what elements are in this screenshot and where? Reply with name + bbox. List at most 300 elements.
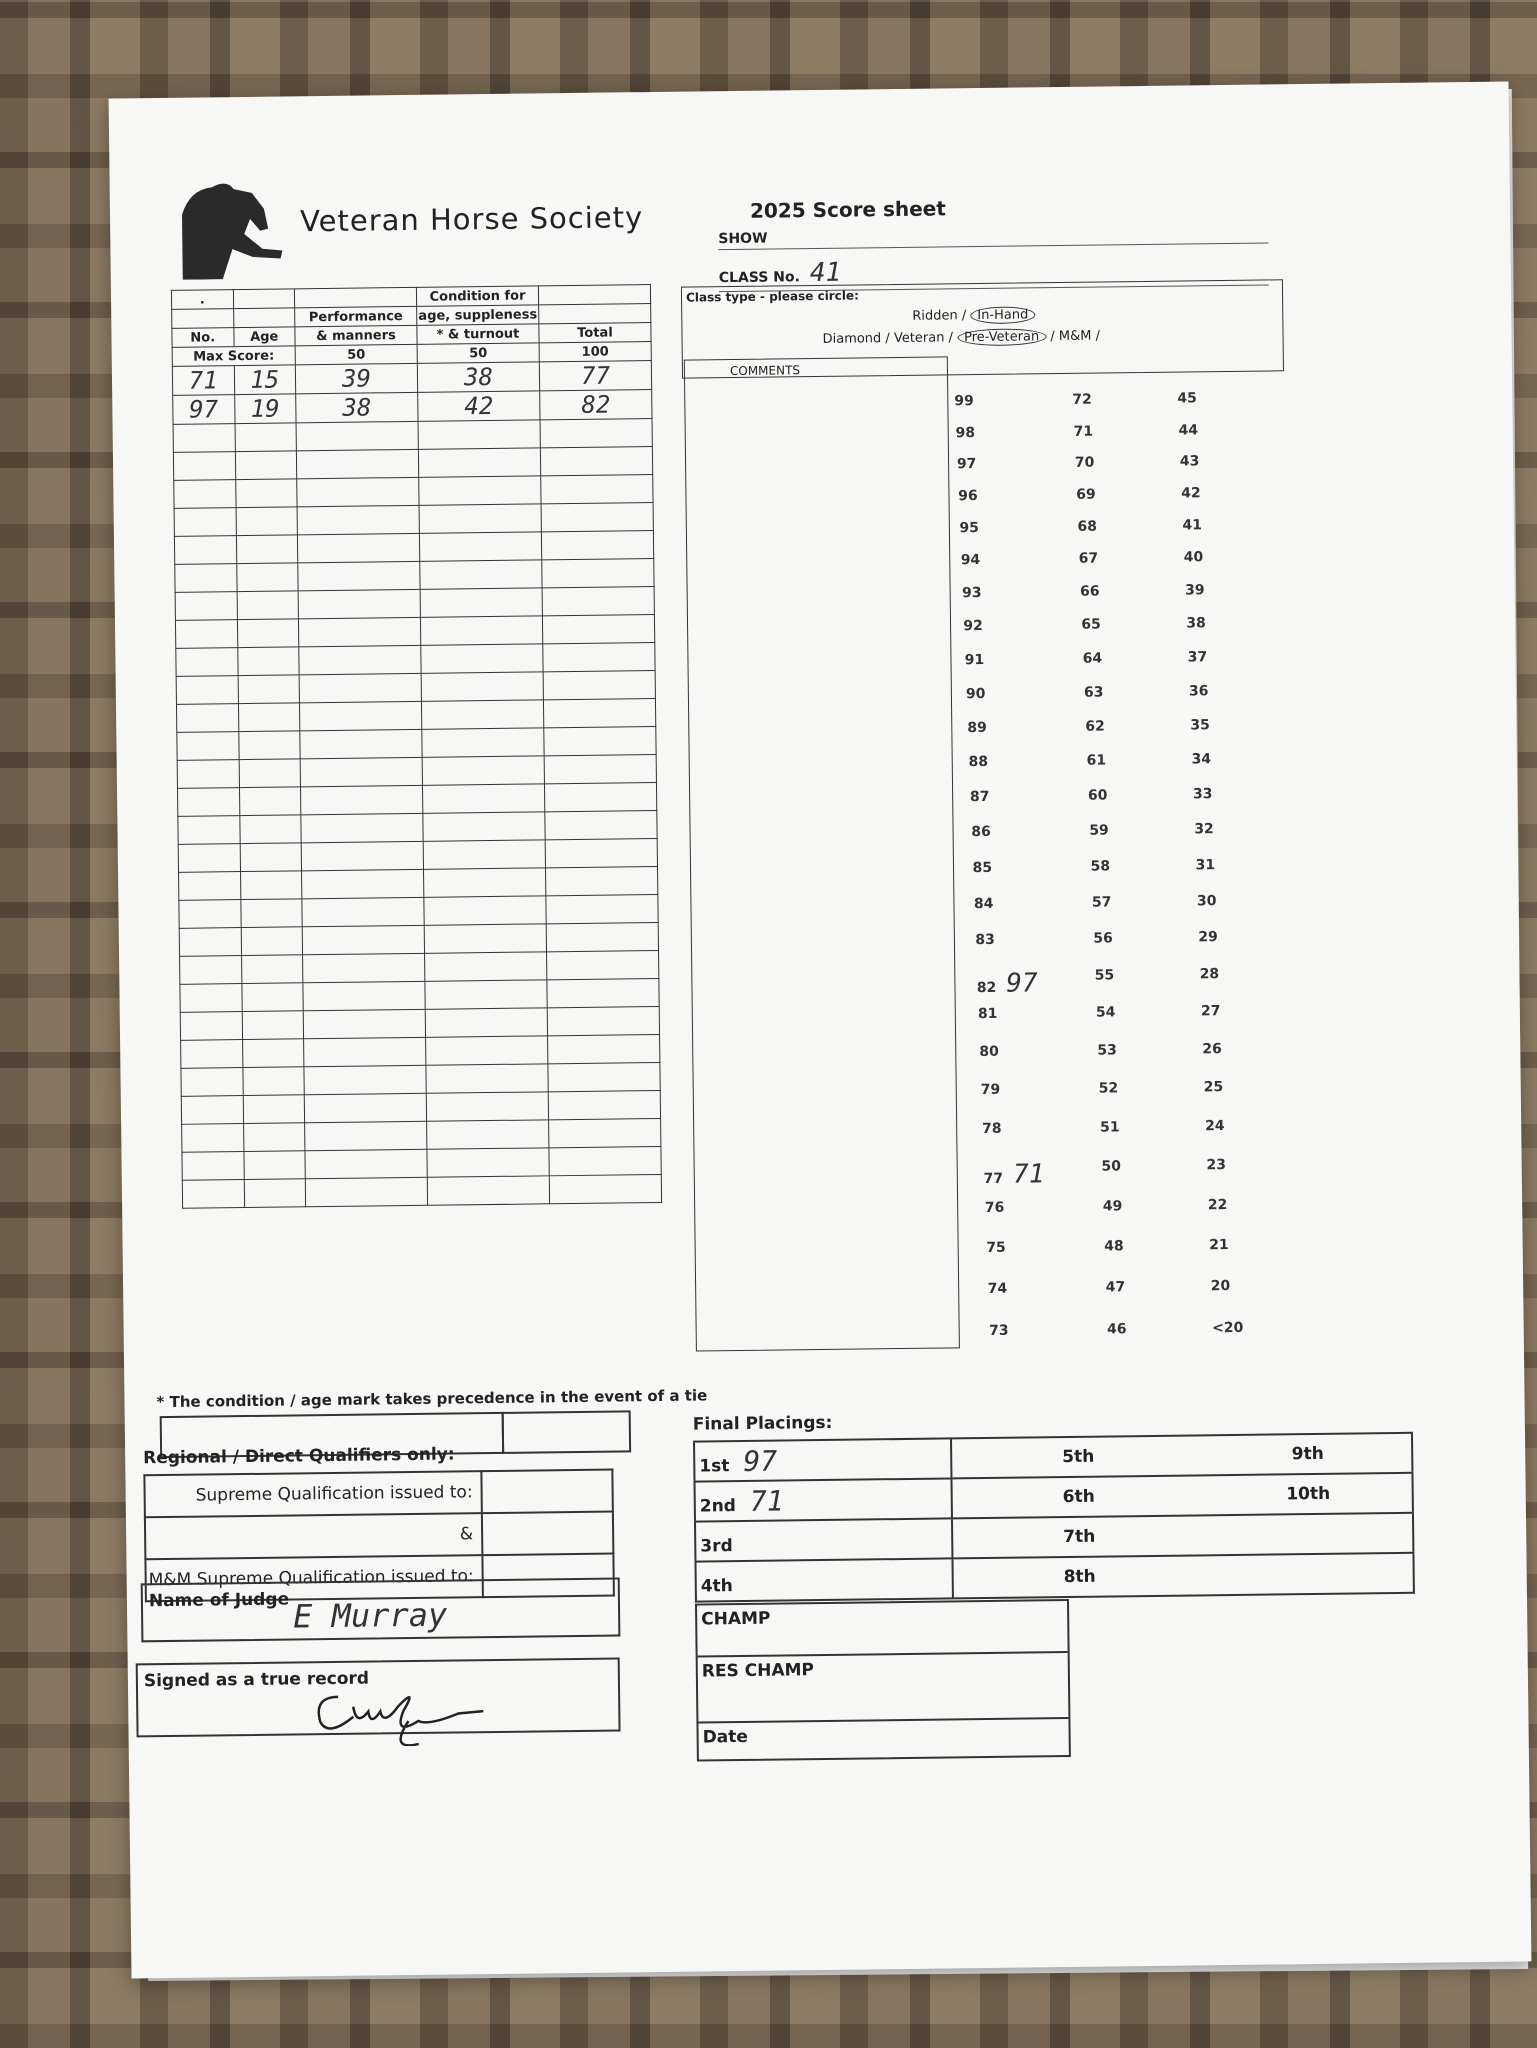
entry-cell[interactable]	[547, 1006, 659, 1035]
header-cell	[172, 309, 234, 329]
placing-cell[interactable]: 10th	[1204, 1473, 1412, 1516]
entry-cell[interactable]	[424, 924, 546, 953]
entry-cell[interactable]	[300, 757, 422, 786]
entry-cell[interactable]	[297, 533, 419, 562]
rank-number: 24	[1204, 1118, 1225, 1135]
entry-cell[interactable]	[298, 589, 420, 618]
entry-cell[interactable]	[300, 729, 422, 758]
entry-cell[interactable]	[237, 647, 299, 676]
entry-cell[interactable]	[424, 896, 546, 925]
entry-cell[interactable]	[542, 558, 654, 587]
entry-cell[interactable]	[241, 955, 303, 984]
rank-number: 53	[1097, 1042, 1117, 1059]
header-cell: .	[171, 290, 233, 310]
rank-number: 55	[1094, 967, 1115, 984]
entry-cell[interactable]	[303, 1009, 425, 1038]
rank-number: 27	[1200, 1003, 1221, 1020]
entry-cell[interactable]	[426, 1036, 548, 1065]
rank-number: 81	[977, 1005, 998, 1023]
entry-cell[interactable]	[541, 530, 653, 559]
rank-number: 79	[980, 1081, 1001, 1099]
entry-cell[interactable]	[241, 927, 303, 956]
entry-cell[interactable]	[239, 815, 301, 844]
placings-title: Final Placings:	[692, 1412, 833, 1435]
rank-number: 67	[1078, 550, 1099, 567]
rank-number: 90	[965, 685, 986, 703]
entry-cell[interactable]	[421, 700, 543, 729]
blank-rows	[173, 419, 662, 1209]
entry-cell[interactable]	[240, 871, 302, 900]
table-row	[182, 1174, 661, 1208]
class-value: 41	[809, 257, 842, 289]
rank-number: 77 71	[983, 1159, 1045, 1190]
max-score-cell: 100	[539, 342, 651, 362]
rank-number: 61	[1086, 752, 1107, 769]
max-score-cell: 50	[295, 344, 417, 364]
rank-number: 69	[1076, 486, 1096, 503]
entry-cell[interactable]	[546, 894, 658, 923]
res-champ-field[interactable]: RES CHAMP	[698, 1653, 1069, 1724]
rank-number: 83	[975, 931, 995, 949]
ridden-option[interactable]: Ridden /	[912, 308, 967, 324]
entry-cell[interactable]	[238, 731, 300, 760]
entry-cell[interactable]	[425, 1008, 547, 1037]
entry-cell[interactable]	[239, 787, 301, 816]
class-type-row	[822, 329, 1100, 347]
entry-cell[interactable]	[179, 928, 241, 957]
rank-number: 23	[1206, 1157, 1227, 1174]
entry-cell[interactable]	[423, 812, 545, 841]
rank-number: 73	[988, 1322, 1009, 1339]
entry-cell[interactable]	[236, 507, 298, 536]
header-cell: Age	[233, 327, 295, 347]
entry-cell[interactable]	[305, 1121, 427, 1150]
rank-number: 80	[979, 1043, 999, 1061]
rank-number: 48	[1104, 1238, 1124, 1255]
entry-cell[interactable]	[236, 563, 298, 592]
entry-cell[interactable]	[420, 588, 542, 617]
entry-cell[interactable]	[544, 754, 656, 783]
diamond-veteran-option[interactable]: Diamond / Veteran /	[822, 330, 954, 347]
placing-cell[interactable]	[1205, 1553, 1413, 1596]
rank-number: 56	[1093, 930, 1113, 947]
rank-number: 70	[1074, 454, 1095, 471]
placing-cell[interactable]: 6th	[951, 1475, 1204, 1518]
rank-number: 40	[1183, 549, 1204, 566]
rank-number: 34	[1191, 751, 1212, 768]
entry-cell[interactable]	[238, 675, 300, 704]
entry-cell[interactable]	[176, 704, 238, 733]
entry-cell[interactable]	[296, 421, 418, 450]
rank-number: 58	[1090, 858, 1111, 875]
champion-box	[695, 1599, 1071, 1762]
entry-cell[interactable]	[543, 698, 655, 727]
entry-cell[interactable]	[421, 672, 543, 701]
rank-number: 59	[1089, 822, 1109, 839]
rank-number: 86	[971, 823, 991, 841]
entry-cell[interactable]	[304, 1065, 426, 1094]
rank-number: 63	[1083, 684, 1104, 701]
rank-number: 60	[1087, 787, 1108, 804]
entry-cell[interactable]	[427, 1176, 549, 1205]
header-cell: Condition for	[416, 286, 538, 306]
entry-cell[interactable]: 97	[173, 395, 235, 425]
show-label: SHOW	[718, 230, 768, 248]
entry-cell[interactable]	[301, 813, 423, 842]
entry-cell[interactable]	[301, 841, 423, 870]
rank-number: 54	[1095, 1004, 1116, 1021]
rank-number: 51	[1100, 1119, 1120, 1136]
signed-label: Signed as a true record	[143, 1668, 370, 1692]
rank-number: 44	[1178, 422, 1199, 439]
qualifier-label: Supreme Qualification issued to:	[144, 1471, 481, 1517]
entry-cell[interactable]	[238, 703, 300, 732]
entry-cell[interactable]: 39	[295, 363, 417, 393]
entry-cell[interactable]: 82	[540, 390, 652, 420]
entry-cell[interactable]: 38	[296, 392, 418, 422]
entry-cell[interactable]	[177, 732, 239, 761]
entry-cell[interactable]	[544, 726, 656, 755]
rank-number: 25	[1203, 1079, 1224, 1096]
entry-cell[interactable]	[542, 586, 654, 615]
header-cell	[233, 289, 295, 309]
entry-cell[interactable]	[418, 420, 540, 449]
entry-cell[interactable]	[181, 1096, 243, 1125]
entry-cell[interactable]	[244, 1179, 306, 1208]
rank-number: 66	[1079, 583, 1100, 600]
placing-cell[interactable]: 2nd 71	[695, 1478, 952, 1521]
entry-cell[interactable]	[174, 508, 236, 537]
class-type-label: Class type - please circle:	[685, 288, 859, 305]
rank-number: 47	[1105, 1279, 1126, 1296]
placing-cell[interactable]: 8th	[952, 1555, 1205, 1598]
header-cell: Total	[539, 323, 651, 343]
entry-cell[interactable]	[179, 900, 241, 929]
final-placings	[693, 1406, 1415, 1603]
placing-cell[interactable]: 3rd	[695, 1518, 952, 1561]
entry-cell[interactable]	[543, 670, 655, 699]
entry-cell[interactable]	[548, 1062, 660, 1091]
entry-cell[interactable]	[240, 843, 302, 872]
header-cell: No.	[172, 328, 234, 348]
rank-number: 28	[1199, 966, 1220, 983]
rank-number: 78	[982, 1120, 1002, 1138]
judge-name: E Murray	[292, 1595, 448, 1636]
judge-field[interactable]	[141, 1577, 621, 1642]
rank-number: 72	[1072, 391, 1092, 408]
rank-number: 95	[959, 520, 980, 537]
entry-cell[interactable]	[182, 1152, 244, 1181]
entry-cell[interactable]	[176, 648, 238, 677]
header-cell	[294, 287, 416, 307]
comments-box[interactable]	[684, 356, 960, 1351]
entry-cell[interactable]	[549, 1118, 661, 1147]
rank-number: 64	[1082, 650, 1103, 667]
rank-number: 57	[1091, 894, 1112, 911]
entry-cell[interactable]	[180, 956, 242, 985]
rank-number: 22	[1207, 1197, 1228, 1214]
entry-cell[interactable]	[540, 447, 652, 476]
entry-cell[interactable]	[419, 532, 541, 561]
entry-cell[interactable]	[546, 866, 658, 895]
entry-cell[interactable]	[235, 423, 297, 452]
entry-cell[interactable]	[175, 592, 237, 621]
entry-cell[interactable]: 42	[418, 391, 540, 421]
pre-veteran-option[interactable]: Pre-Veteran	[957, 328, 1046, 346]
entry-cell[interactable]	[304, 1037, 426, 1066]
placing-cell[interactable]: 1st 97	[694, 1438, 951, 1481]
qualifiers-title: Regional / Direct Qualifiers only:	[143, 1444, 455, 1469]
entry-cell[interactable]	[545, 782, 657, 811]
entry-cell[interactable]	[420, 616, 542, 645]
entry-cell[interactable]	[176, 676, 238, 705]
entry-cell[interactable]	[239, 759, 301, 788]
placing-row	[695, 1553, 1413, 1602]
entry-cell[interactable]	[241, 983, 303, 1012]
entry-cell[interactable]	[180, 984, 242, 1013]
rank-number: 37	[1187, 649, 1208, 666]
entry-cell[interactable]	[237, 591, 299, 620]
entry-cell[interactable]	[297, 505, 419, 534]
entry-cell[interactable]	[540, 419, 652, 448]
entry-cell[interactable]	[182, 1124, 244, 1153]
placings-table	[693, 1432, 1415, 1603]
rank-number: 33	[1192, 786, 1213, 803]
entry-cell[interactable]	[237, 619, 299, 648]
entry-cell[interactable]	[243, 1123, 305, 1152]
qualifier-label: &	[145, 1513, 482, 1559]
signature-field[interactable]	[136, 1657, 621, 1737]
rank-number: 36	[1188, 683, 1209, 700]
entry-cell[interactable]	[418, 448, 540, 477]
score-sheet	[109, 82, 1532, 1979]
sheet-title: 2025 Score sheet	[749, 196, 946, 223]
rank-number: 99	[954, 393, 974, 410]
entry-cell[interactable]	[549, 1146, 661, 1175]
entry-cell[interactable]	[419, 476, 541, 505]
entry-cell[interactable]	[174, 480, 236, 509]
entry-cell[interactable]	[180, 1012, 242, 1041]
entry-cell[interactable]	[243, 1095, 305, 1124]
placing-cell[interactable]: 9th	[1204, 1433, 1412, 1476]
rank-number: 97	[956, 456, 977, 473]
class-type-row	[912, 307, 1035, 324]
entry-cell[interactable]	[302, 869, 424, 898]
entry-cell[interactable]	[547, 978, 659, 1007]
score-table	[171, 284, 662, 1209]
entry-cell[interactable]	[303, 981, 425, 1010]
entry-cell[interactable]	[541, 503, 653, 532]
max-score-label: Max Score:	[172, 346, 295, 367]
rank-number: 32	[1194, 821, 1214, 838]
entry-cell[interactable]	[423, 840, 545, 869]
class-label: CLASS No.	[718, 269, 801, 287]
society-name: Veteran Horse Society	[299, 200, 644, 239]
entry-cell[interactable]	[298, 561, 420, 590]
rank-number: 94	[960, 552, 981, 569]
entry-cell[interactable]	[181, 1040, 243, 1069]
rank-number: 87	[969, 788, 990, 806]
qualifier-label: M&M Supreme Qualification issued to:	[145, 1555, 482, 1601]
rank-number: 26	[1202, 1041, 1222, 1058]
entry-cell[interactable]: 15	[234, 365, 296, 395]
placing-cell[interactable]: 7th	[952, 1515, 1205, 1558]
mm-option[interactable]: / M&M /	[1050, 328, 1101, 345]
rank-number: 82 97	[976, 968, 1038, 999]
horse-logo-icon	[172, 178, 293, 279]
entry-cell[interactable]	[242, 1067, 304, 1096]
entry-cell[interactable]	[422, 728, 544, 757]
entry-cell[interactable]	[541, 475, 653, 504]
entry-cell[interactable]: 77	[539, 361, 651, 391]
entry-cell[interactable]	[299, 701, 421, 730]
entry-cell[interactable]	[242, 1039, 304, 1068]
entry-cell[interactable]	[424, 868, 546, 897]
entry-cell[interactable]	[173, 424, 235, 453]
rank-number: 74	[987, 1280, 1008, 1297]
rank-number: 62	[1085, 718, 1105, 735]
header-cell: * & turnout	[417, 324, 539, 344]
entry-cell[interactable]	[296, 449, 418, 478]
entry-cell[interactable]	[425, 952, 547, 981]
entry-cell[interactable]	[305, 1149, 427, 1178]
rank-number: 39	[1184, 582, 1205, 599]
rank-number: 30	[1196, 893, 1217, 910]
rank-number: 92	[963, 617, 983, 635]
entry-cell[interactable]	[542, 614, 654, 643]
max-score-cell: 50	[417, 343, 539, 363]
rank-number: 38	[1186, 615, 1206, 632]
rank-number: 50	[1101, 1158, 1122, 1175]
rank-annotation: 97	[1006, 968, 1038, 999]
rank-number: 31	[1195, 857, 1216, 874]
entry-cell[interactable]	[236, 535, 298, 564]
rank-number: 29	[1198, 929, 1218, 946]
qualifier-value[interactable]	[482, 1512, 614, 1556]
entry-cell[interactable]	[182, 1180, 244, 1209]
entry-cell[interactable]	[242, 1011, 304, 1040]
entry-cell[interactable]	[177, 760, 239, 789]
entry-cell[interactable]	[549, 1174, 661, 1203]
entry-cell[interactable]	[175, 620, 237, 649]
rank-number: 42	[1181, 485, 1201, 502]
entry-cell[interactable]	[304, 1093, 426, 1122]
entry-cell[interactable]	[235, 479, 297, 508]
entry-cell[interactable]	[240, 899, 302, 928]
rank-number: 85	[972, 859, 993, 877]
rank-number: 91	[964, 651, 985, 669]
qualifier-row	[144, 1470, 612, 1518]
entry-cell[interactable]	[427, 1148, 549, 1177]
entry-cell[interactable]	[299, 673, 421, 702]
rank-number: 96	[958, 488, 978, 505]
header-cell: age, suppleness	[417, 305, 539, 325]
rank-number: 71	[1073, 423, 1094, 440]
rank-number: 76	[984, 1199, 1005, 1216]
qualifier-value[interactable]	[481, 1470, 613, 1514]
entry-cell[interactable]	[548, 1034, 660, 1063]
entry-cell[interactable]	[427, 1120, 549, 1149]
entry-cell[interactable]	[178, 844, 240, 873]
entry-cell[interactable]	[181, 1068, 243, 1097]
entry-cell[interactable]	[298, 617, 420, 646]
header-cell	[233, 308, 295, 328]
entry-cell[interactable]	[235, 451, 297, 480]
entry-cell[interactable]	[422, 756, 544, 785]
placing-cell[interactable]: 5th	[951, 1435, 1204, 1478]
judge-label: Name of Judge	[148, 1589, 290, 1612]
entry-cell[interactable]	[545, 838, 657, 867]
entry-cell[interactable]	[302, 897, 424, 926]
entry-cell[interactable]	[302, 925, 424, 954]
entry-cell[interactable]	[305, 1177, 427, 1206]
rank-number: 20	[1210, 1278, 1231, 1295]
rank-number: 49	[1102, 1198, 1123, 1215]
rank-number: 41	[1182, 517, 1203, 534]
entry-cell[interactable]	[300, 785, 422, 814]
header-cell	[539, 304, 651, 324]
entry-cell[interactable]	[420, 560, 542, 589]
entry-cell[interactable]	[297, 477, 419, 506]
entry-cell[interactable]	[421, 644, 543, 673]
entry-cell[interactable]	[546, 922, 658, 951]
comments-label: COMMENTS	[729, 363, 801, 379]
rank-number: 68	[1077, 518, 1098, 535]
entry-cell[interactable]	[173, 452, 235, 481]
header-cell	[538, 285, 650, 305]
show-field[interactable]	[718, 224, 1268, 250]
entry-cell[interactable]	[425, 980, 547, 1009]
entry-cell[interactable]	[422, 784, 544, 813]
placing-cell[interactable]: 4th	[695, 1558, 952, 1601]
entry-cell[interactable]	[175, 564, 237, 593]
entry-cell[interactable]	[178, 816, 240, 845]
entry-cell[interactable]: 38	[417, 362, 539, 392]
rank-number: 89	[967, 719, 987, 737]
entry-cell[interactable]	[177, 788, 239, 817]
entry-cell[interactable]	[426, 1064, 548, 1093]
rank-number: 21	[1209, 1237, 1229, 1254]
rank-number: 93	[961, 584, 982, 602]
entry-cell[interactable]	[545, 810, 657, 839]
signature-mark	[308, 1665, 489, 1747]
rank-number: 35	[1190, 717, 1210, 734]
entry-cell[interactable]: 19	[234, 394, 296, 424]
rank-number: <20	[1211, 1319, 1244, 1337]
entry-cell[interactable]	[543, 642, 655, 671]
champ-field[interactable]: CHAMP	[697, 1601, 1068, 1658]
rank-number: 65	[1081, 616, 1101, 633]
entry-cell[interactable]	[299, 645, 421, 674]
entry-cell[interactable]	[179, 872, 241, 901]
header-cell: Performance	[295, 306, 417, 326]
tie-note: * The condition / age mark takes precedence in the event of a tie	[156, 1386, 708, 1412]
placing-cell[interactable]	[1205, 1513, 1413, 1556]
rank-number: 52	[1098, 1080, 1119, 1097]
entry-cell[interactable]	[419, 504, 541, 533]
entry-cell[interactable]	[547, 950, 659, 979]
entry-cell[interactable]	[548, 1090, 660, 1119]
entry-cell[interactable]: 71	[172, 366, 234, 396]
date-field[interactable]: Date	[702, 1726, 749, 1748]
rank-number: 45	[1177, 390, 1197, 407]
entry-cell[interactable]	[174, 536, 236, 565]
entry-cell[interactable]	[426, 1092, 548, 1121]
entry-cell[interactable]	[243, 1151, 305, 1180]
entry-cell[interactable]	[303, 953, 425, 982]
in-hand-option[interactable]: In-Hand	[970, 306, 1035, 324]
rank-number: 88	[968, 753, 989, 771]
